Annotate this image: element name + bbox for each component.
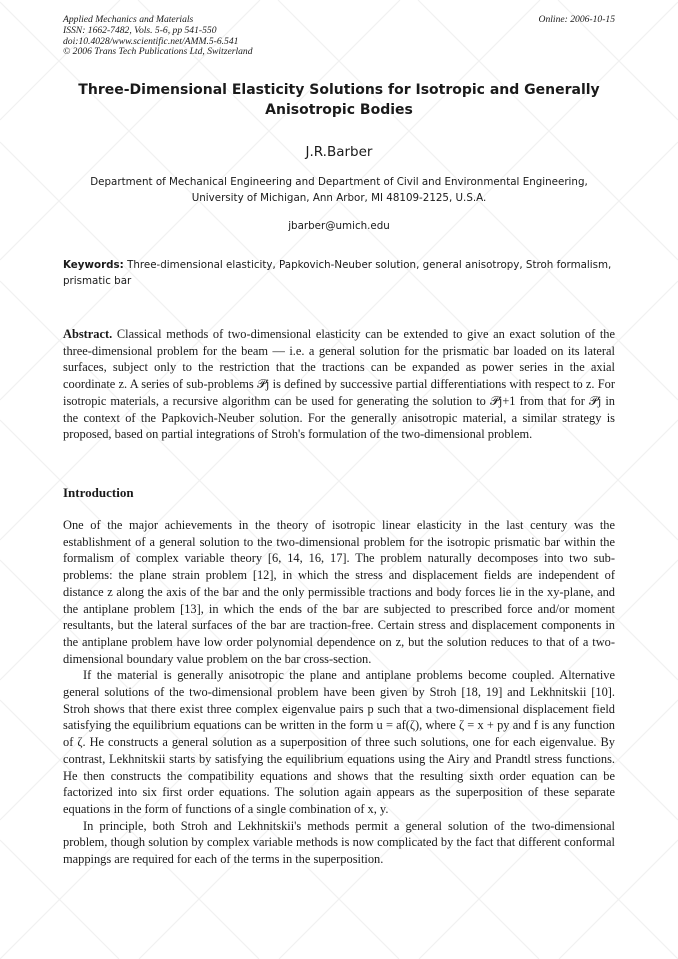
title-line-1: Three-Dimensional Elasticity Solutions for Isotropic and Generally [78,82,600,98]
online-date: Online: 2006-10-15 [538,14,615,25]
journal-header [63,15,253,58]
journal-name: Applied Mechanics and Materials [63,14,194,25]
abstract [63,326,615,443]
copyright-line: © 2006 Trans Tech Publications Ltd, Switzerland [63,46,253,58]
title-line-2: Anisotropic Bodies [265,102,413,118]
keywords [63,257,615,289]
issn-line: ISSN: 1662-7482, Vols. 5-6, pp 541-550 [63,24,217,36]
paragraph: If the material is generally anisotropic the plane and antiplane problems become coupled. Alternative general solutions of the two-dimensional problem have been given by Stroh [18, 19] and Lekhnitskii [10]. Stroh shows that there exist three complex eigenvalue pairs p such that a two-dimensional displacement field satisfying the equilibrium equations can be written in the form u = af(ζ), where ζ = x + py and f is any function of ζ. He constructs a general solution as a superposition of three such solutions, one for each eigenvalue. By contrast, Lekhnitskii starts by satisfying the equilibrium equations using the Airy and Prandtl stress functions. He then constructs the compatibility equations and shows that the resulting sixth order equation can be factorized into six first order equations. The solution again appears as the superposition of these separate equations in the form of functions of a single combination of x, y. [63,668,615,816]
author-name: J.R.Barber [305,144,373,160]
affiliation [63,174,615,206]
keywords-text: Three-dimensional elasticity, Papkovich-Neuber solution, general anisotropy, Stroh formalism, prismatic bar [63,259,612,287]
abstract-text: Classical methods of two-dimensional elasticity can be extended to give an exact solution of the three-dimensional problem for the beam — i.e. a general solution for the prismatic bar loaded on its lateral surfaces, subject only to the restriction that the tractions can be expanded as power series in the axial coordinate z. A series of sub-problems 𝒫j is defined by successive partial differentiations with respect to z. For isotropic materials, a recursive algorithm can be used for generating the solution to 𝒫j+1 from that for 𝒫j in the context of the Papkovich-Neuber solution. For the generally anisotropic material, a similar strategy is proposed, based on partial integrations of Stroh's formulation of the two-dimensional problem. [63,327,615,442]
section-heading-introduction: Introduction [63,485,134,500]
abstract-label: Abstract. [63,327,113,341]
introduction-body [63,517,615,868]
paragraph: One of the major achievements in the theory of isotropic linear elasticity in the last century was the establishment of a general solution to the two-dimensional problem for the isotropic prismatic bar within the formalism of complex variable theory [6, 14, 16, 17]. The problem naturally decomposes into two sub-problems: the plane strain problem [12], in which the stress and displacement fields are independent of distance z along the axis of the bar and the only permissible tractions and body forces lie in the xy-plane, and the antiplane problem [13], in which the ends of the bar are subjected to prescribed force and/or moment resultants, but the lateral surfaces of the bar are traction-free. Certain stress and displacement components in the antiplane problem have low order polynomial dependence on z, but the solution reduces to that of a two-dimensional boundary value problem on the bar cross-section. [63,518,615,666]
paragraph: In principle, both Stroh and Lekhnitskii's methods permit a general solution of the two-dimensional problem, though solution by complex variable methods is now complicated by the fact that different conformal mappings are required for each of the terms in the superposition. [63,818,615,867]
keywords-label: Keywords: [63,259,124,271]
author-email[interactable]: jbarber@umich.edu [288,220,390,232]
doi-line[interactable]: doi:10.4028/www.scientific.net/AMM.5-6.541 [63,35,239,47]
affiliation-line-2: University of Michigan, Ann Arbor, MI 48109-2125, U.S.A. [191,192,487,204]
paper-title [63,80,615,120]
affiliation-line-1: Department of Mechanical Engineering and Department of Civil and Environmental Engineering, [90,176,588,188]
